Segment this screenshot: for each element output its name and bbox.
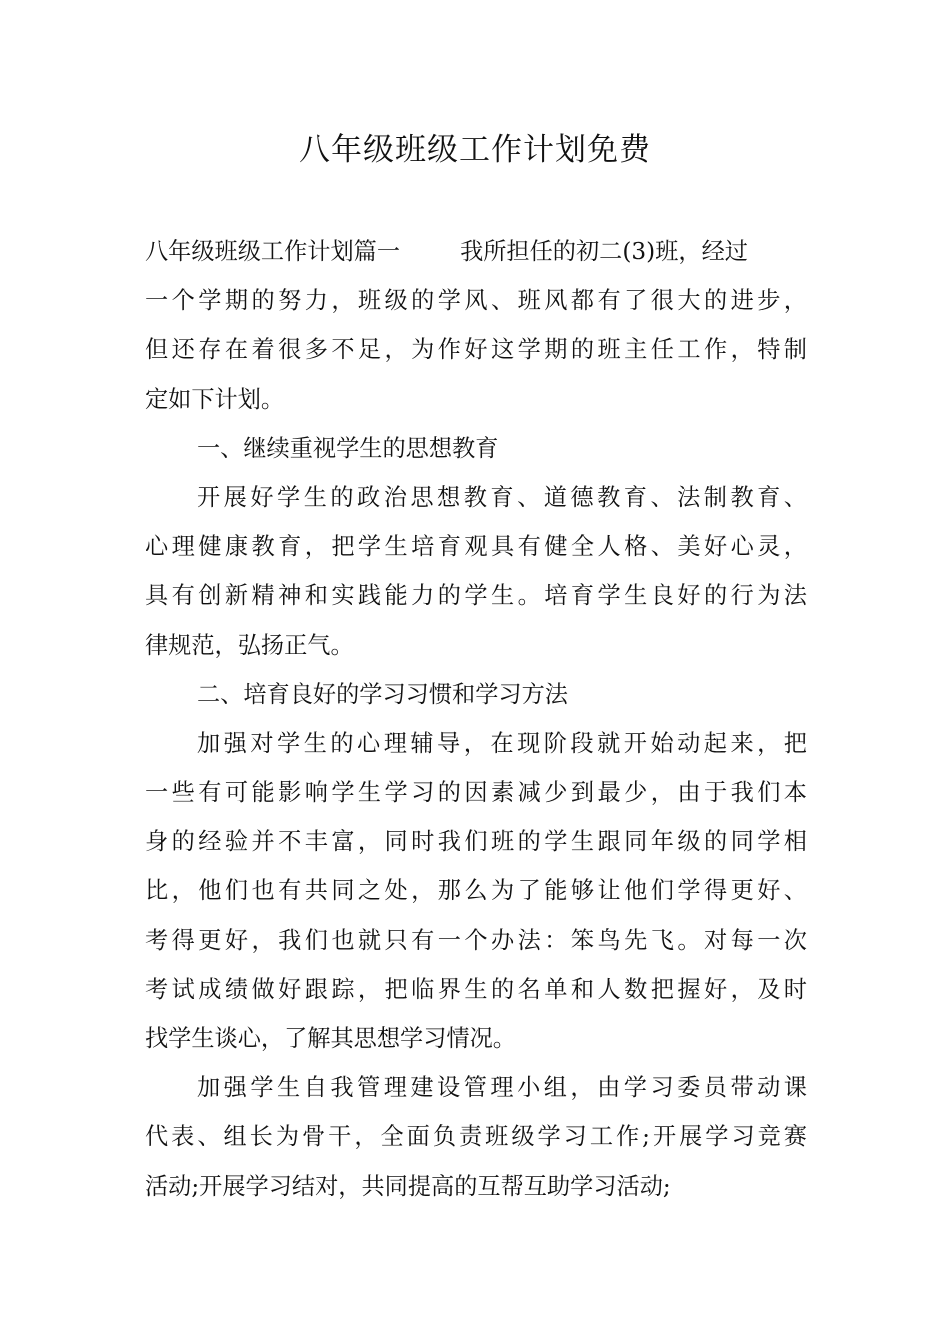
para-2-line-1: 加强对学生的心理辅导，在现阶段就开始动起来，把	[197, 729, 807, 757]
para-1-line-1: 开展好学生的政治思想教育、道德教育、法制教育、	[197, 483, 807, 511]
para-1-line-2: 心理健康教育，把学生培育观具有健全人格、美好心灵，	[145, 533, 807, 561]
para-3-line-1: 加强学生自我管理建设管理小组，由学习委员带动课	[197, 1074, 807, 1102]
para-1-line-3: 具有创新精神和实践能力的学生。培育学生良好的行为法	[145, 582, 807, 610]
section-label: 八年级班级工作计划篇一	[145, 238, 401, 265]
para-2-line-2: 一些有可能影响学生学习的因素减少到最少，由于我们本	[145, 779, 807, 807]
document-body	[145, 227, 807, 1211]
document-title: 八年级班级工作计划免费	[299, 132, 651, 168]
intro-line-1	[145, 227, 807, 276]
intro-line-2: 一个学期的努力，班级的学风、班风都有了很大的进步，	[145, 287, 807, 315]
para-2-line-3: 身的经验并不丰富，同时我们班的学生跟同年级的同学相	[145, 828, 807, 856]
para-2-line-4: 比，他们也有共同之处，那么为了能够让他们学得更好、	[145, 877, 807, 905]
section-heading-1: 一、继续重视学生的思想教育	[197, 434, 499, 462]
para-1-line-4: 律规范，弘扬正气。	[145, 631, 354, 659]
para-2-line-7: 找学生谈心，了解其思想学习情况。	[145, 1025, 516, 1052]
intro-text-start: 我所担任的初二(3)班，经过	[460, 238, 748, 265]
intro-line-3: 但还存在着很多不足，为作好这学期的班主任工作，特制	[145, 336, 807, 364]
section-heading-2: 二、培育良好的学习习惯和学习方法	[197, 680, 568, 708]
intro-line-4: 定如下计划。	[145, 385, 285, 413]
para-2-line-5: 考得更好，我们也就只有一个办法：笨鸟先飞。对每一次	[145, 926, 807, 954]
para-3-line-2: 代表、组长为骨干，全面负责班级学习工作;开展学习竞赛	[145, 1123, 807, 1151]
para-2-line-6: 考试成绩做好跟踪，把临界生的名单和人数把握好，及时	[145, 975, 807, 1003]
para-3-line-3: 活动;开展学习结对，共同提高的互帮互助学习活动;	[145, 1172, 671, 1200]
